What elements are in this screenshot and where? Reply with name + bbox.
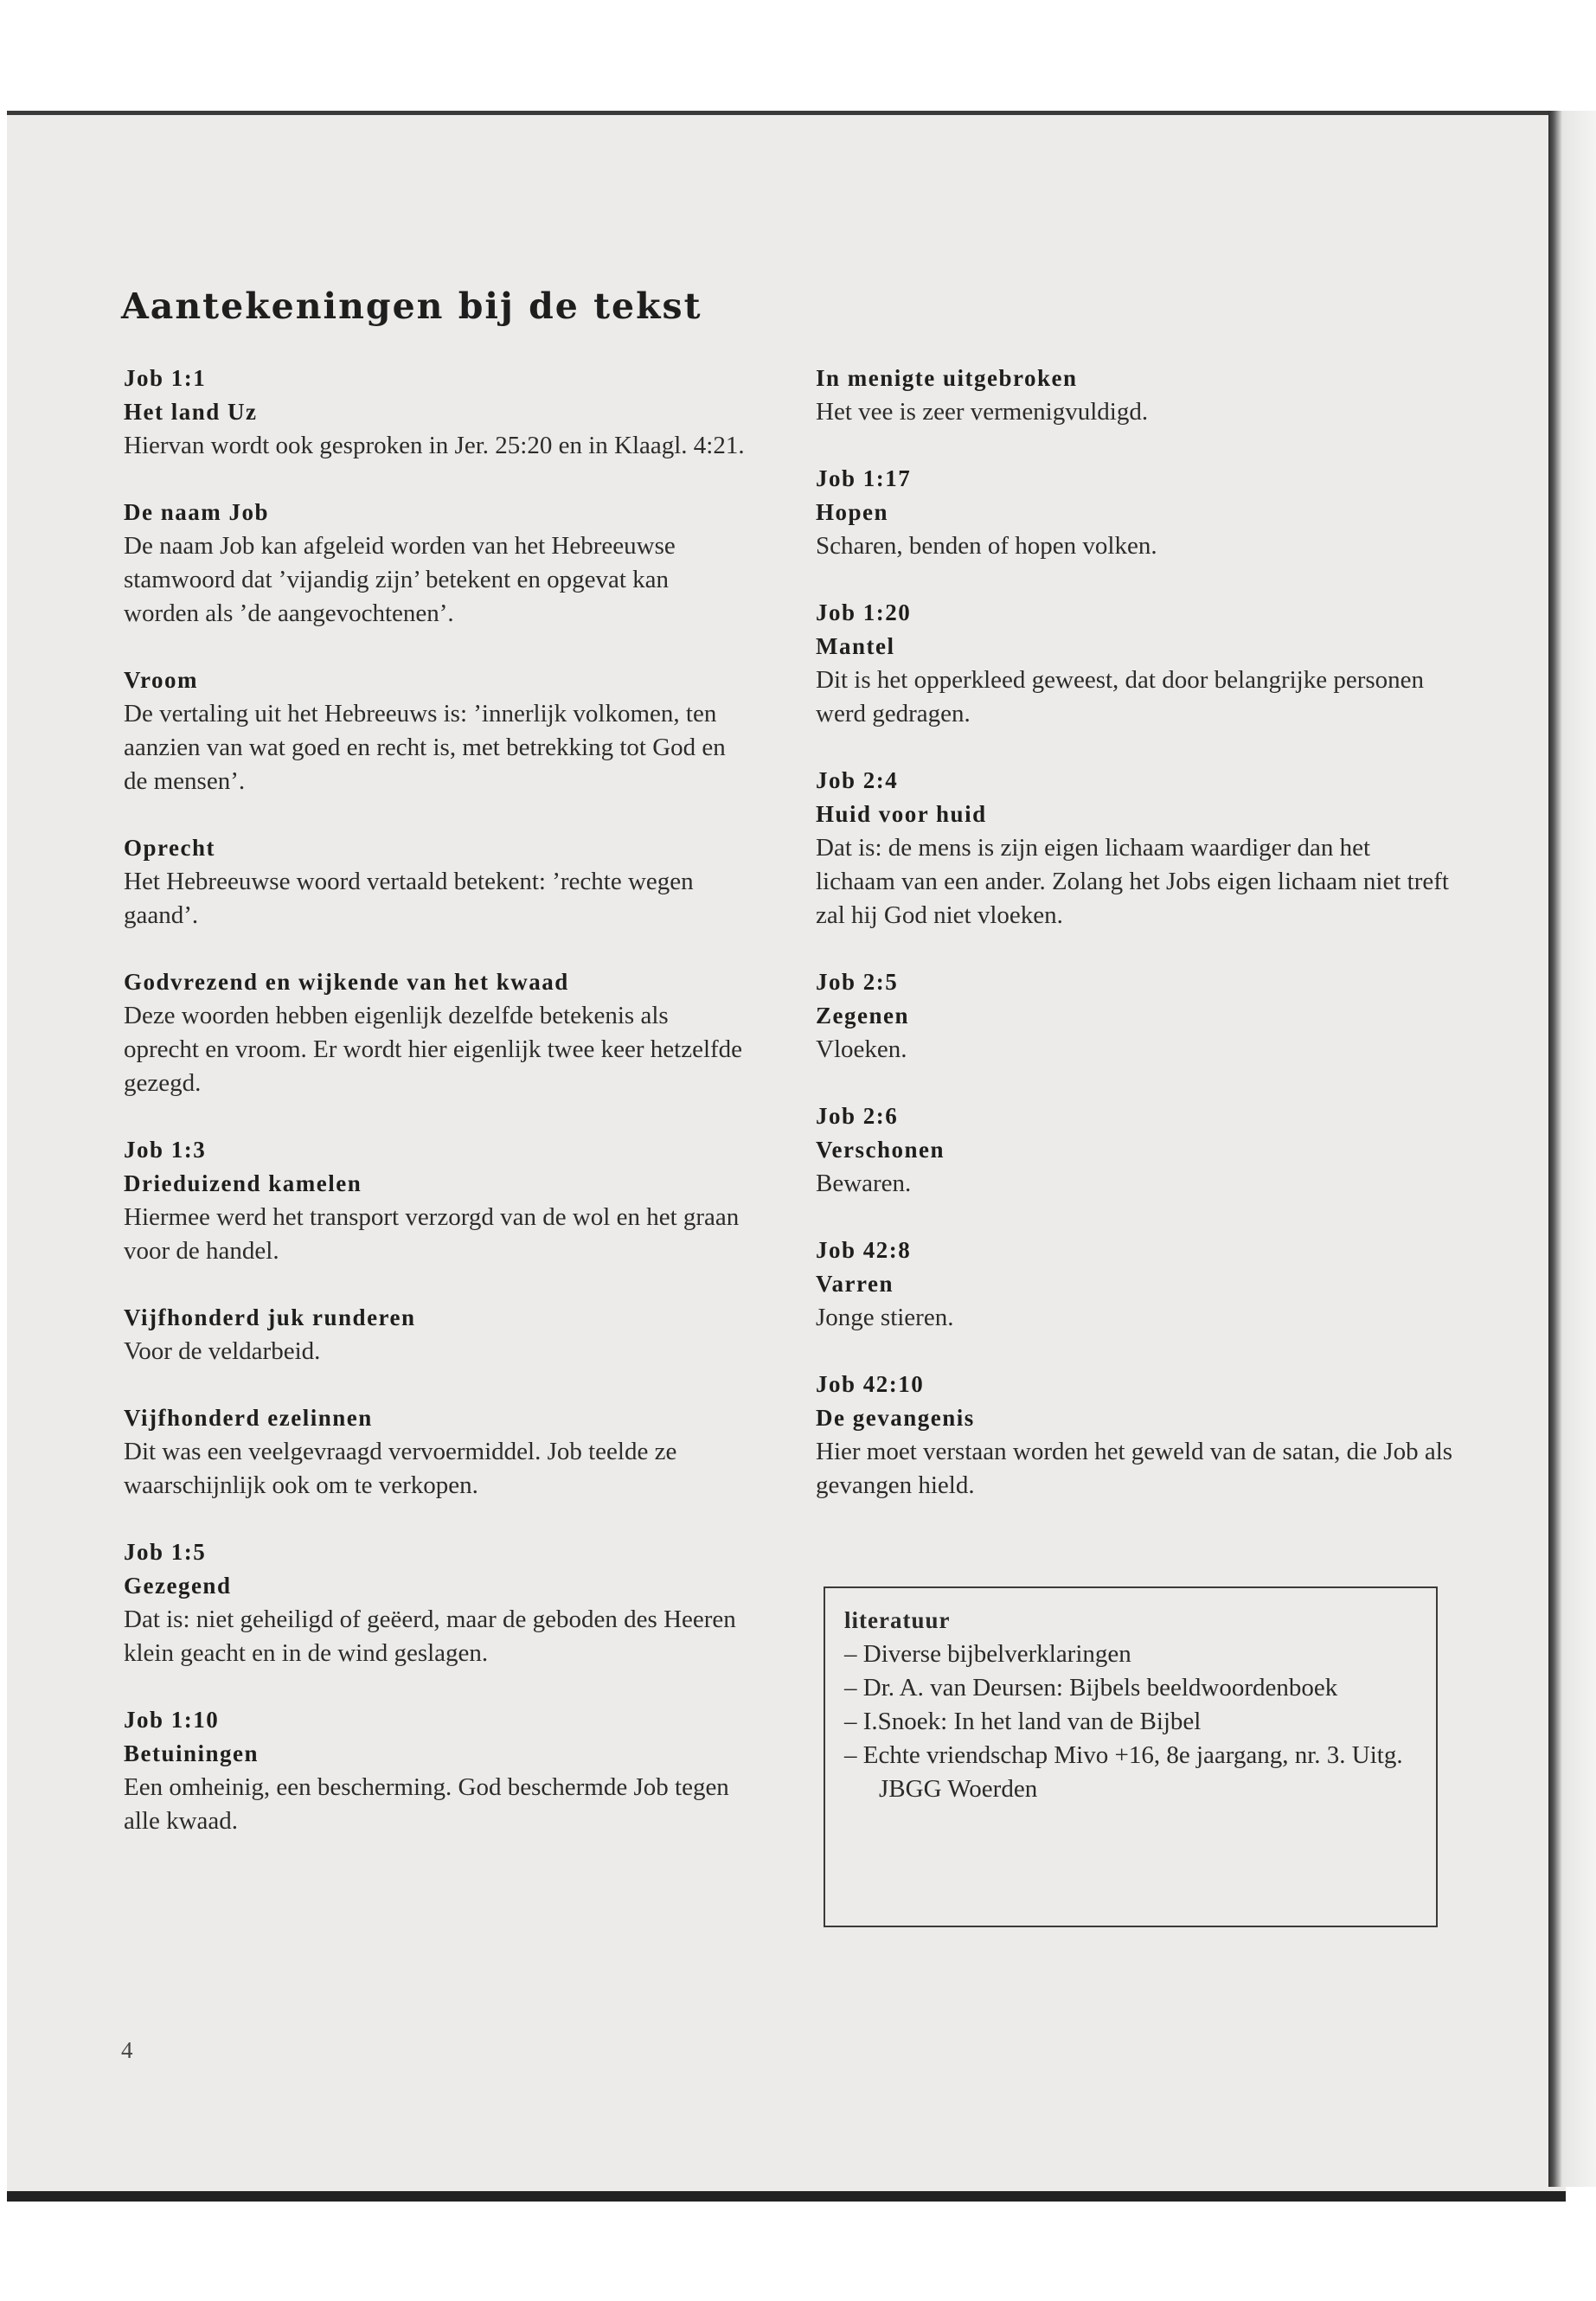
next-page-edge <box>1548 111 1596 2187</box>
note-entry <box>816 1368 1456 1503</box>
note-entry <box>816 764 1456 933</box>
verse-reference: Job 42:8 <box>816 1237 912 1263</box>
verse-reference: Job 1:10 <box>124 1707 220 1733</box>
literature-item: – Echte vriendschap Mivo +16, 8e jaargang, nr. 3. Uitg. JBGG Woerden <box>844 1741 1403 1803</box>
note-entry <box>124 1535 747 1670</box>
verse-reference: Job 1:20 <box>816 599 912 625</box>
note-entry <box>816 965 1456 1067</box>
right-column <box>816 362 1456 1535</box>
note-heading: Verschonen <box>816 1137 945 1163</box>
note-heading: Gezegend <box>124 1573 232 1599</box>
note-entry <box>124 663 747 798</box>
note-body: Dat is: niet geheiligd of geëerd, maar de geboden des Heeren klein geacht en in de wind geslagen. <box>124 1606 736 1667</box>
verse-reference: Job 42:10 <box>816 1371 925 1397</box>
page-number: 4 <box>121 2037 133 2063</box>
note-heading: Hopen <box>816 499 889 525</box>
note-body: Bewaren. <box>816 1170 912 1197</box>
note-body: Dit was een veelgevraagd vervoermiddel. Job teelde ze waarschijnlijk ook om te verkopen. <box>124 1438 677 1499</box>
left-column <box>124 362 747 1871</box>
note-heading: Vijfhonderd juk runderen <box>124 1304 416 1330</box>
verse-reference: Job 1:17 <box>816 465 912 491</box>
page-title: Aantekeningen bij de tekst <box>121 285 702 327</box>
note-heading: Drieduizend kamelen <box>124 1170 362 1196</box>
note-heading: Zegenen <box>816 1003 909 1029</box>
verse-reference: Job 1:5 <box>124 1539 207 1565</box>
literature-box <box>824 1586 1438 1927</box>
note-heading: Vroom <box>124 667 198 693</box>
note-heading: Godvrezend en wijkende van het kwaad <box>124 969 569 995</box>
note-entry <box>816 362 1456 429</box>
literature-item: – Diverse bijbelverklaringen <box>844 1640 1131 1668</box>
note-body: Hier moet verstaan worden het geweld van de satan, die Job als gevangen hield. <box>816 1438 1453 1499</box>
note-entry <box>124 831 747 933</box>
note-body: Het vee is zeer vermenigvuldigd. <box>816 398 1149 426</box>
note-body: Deze woorden hebben eigenlijk dezelfde betekenis als oprecht en vroom. Er wordt hier eigenlijk twee keer hetzelfde gezegd. <box>124 1002 743 1097</box>
note-heading: Het land Uz <box>124 399 258 425</box>
note-entry <box>124 965 747 1100</box>
note-body: Dit is het opperkleed geweest, dat door belangrijke personen werd gedragen. <box>816 666 1425 727</box>
note-heading: Vijfhonderd ezelinnen <box>124 1405 373 1431</box>
note-body: Hiervan wordt ook gesproken in Jer. 25:20 en in Klaagl. 4:21. <box>124 432 745 459</box>
note-heading: Betuiningen <box>124 1740 260 1766</box>
literature-list <box>844 1638 1417 1806</box>
literature-item: – I.Snoek: In het land van de Bijbel <box>844 1708 1202 1735</box>
note-entry <box>124 362 747 463</box>
note-body: Hiermee werd het transport verzorgd van de wol en het graan voor de handel. <box>124 1203 740 1265</box>
note-entry <box>816 596 1456 731</box>
literature-title: literatuur <box>844 1607 951 1633</box>
verse-reference: Job 1:3 <box>124 1137 207 1163</box>
note-entry <box>124 496 747 631</box>
note-entry <box>816 1099 1456 1201</box>
note-heading: De naam Job <box>124 499 270 525</box>
verse-reference: Job 2:5 <box>816 969 899 995</box>
literature-item: – Dr. A. van Deursen: Bijbels beeldwoordenboek <box>844 1674 1338 1702</box>
verse-reference: Job 2:4 <box>816 767 899 793</box>
note-entry <box>124 1703 747 1838</box>
verse-reference: Job 2:6 <box>816 1103 899 1129</box>
note-entry <box>124 1133 747 1268</box>
note-heading: De gevangenis <box>816 1405 975 1431</box>
note-entry <box>816 462 1456 563</box>
note-entry <box>124 1301 747 1368</box>
note-body: Scharen, benden of hopen volken. <box>816 532 1157 560</box>
note-body: Een omheinig, een bescherming. God beschermde Job tegen alle kwaad. <box>124 1773 729 1835</box>
note-body: Dat is: de mens is zijn eigen lichaam waardiger dan het lichaam van een ander. Zolang het Jobs eigen lichaam niet treft zal hij God niet vloeken. <box>816 834 1449 929</box>
note-entry <box>816 1234 1456 1335</box>
note-heading: Oprecht <box>124 835 215 861</box>
verse-reference: Job 1:1 <box>124 365 207 391</box>
note-body: Voor de veldarbeid. <box>124 1337 321 1365</box>
note-entry <box>124 1401 747 1503</box>
note-heading: Varren <box>816 1271 894 1297</box>
note-heading: In menigte uitgebroken <box>816 365 1078 391</box>
note-body: Het Hebreeuwse woord vertaald betekent: ’rechte wegen gaand’. <box>124 868 694 929</box>
note-body: Jonge stieren. <box>816 1304 954 1331</box>
note-body: Vloeken. <box>816 1035 907 1063</box>
note-body: De naam Job kan afgeleid worden van het Hebreeuwse stamwoord dat ’vijandig zijn’ betekent en opgevat kan worden als ’de aangevochtenen’. <box>124 532 676 627</box>
note-heading: Mantel <box>816 633 895 659</box>
note-heading: Huid voor huid <box>816 801 987 827</box>
note-body: De vertaling uit het Hebreeuws is: ’innerlijk volkomen, ten aanzien van wat goed en recht is, met betrekking tot God en de mensen’. <box>124 700 726 795</box>
